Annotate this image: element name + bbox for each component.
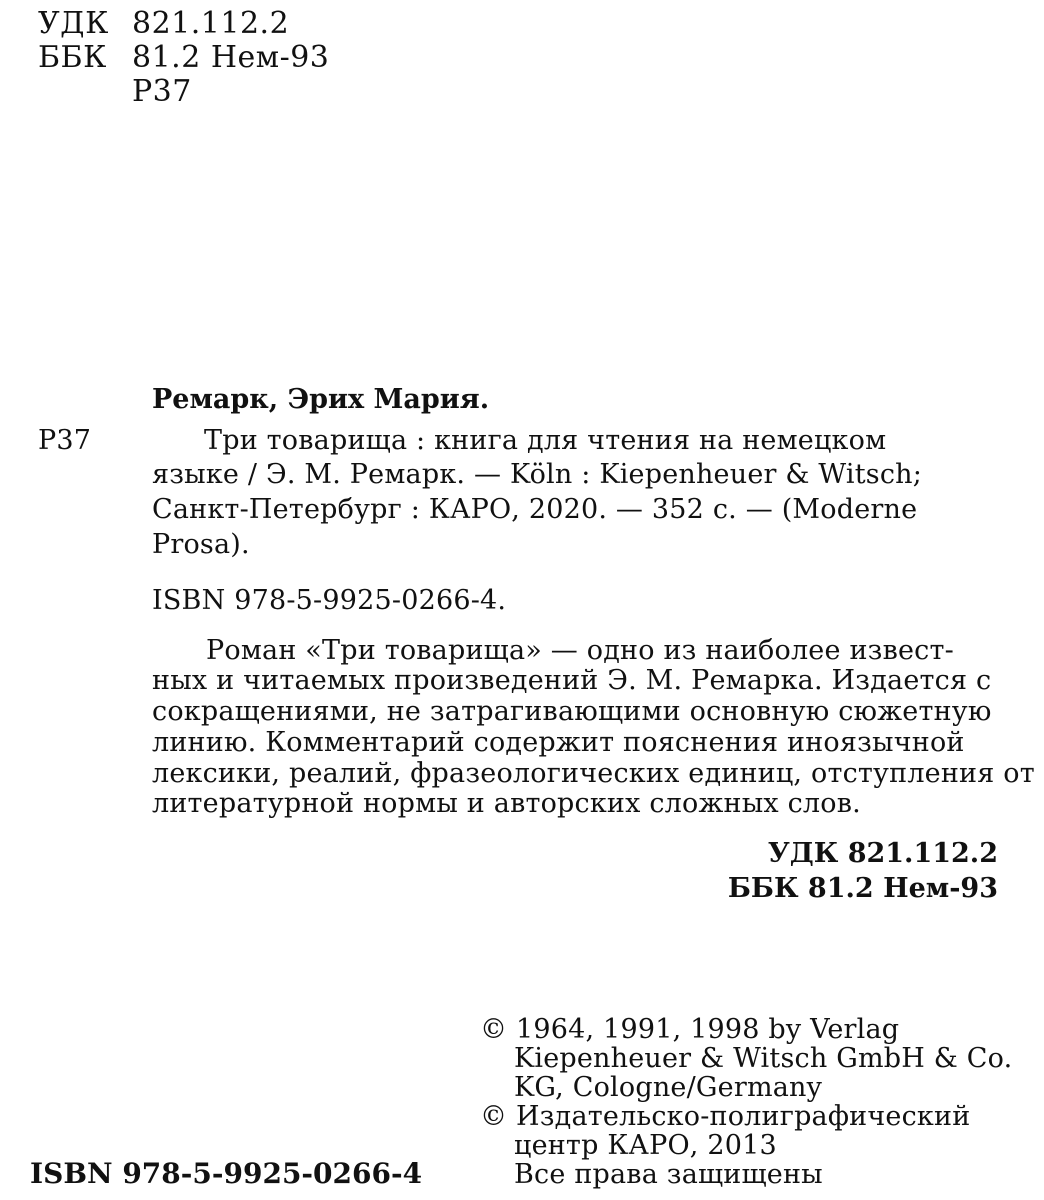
description-line: Санкт-Петербург : КАРО, 2020. — 352 с. — (Moderne <box>152 494 918 525</box>
annotation-line: линию. Комментарий содержит пояснения иноязычной <box>152 727 965 758</box>
isbn-line: ISBN 978-5-9925-0266-4. <box>152 585 507 616</box>
side-mark: Р37 <box>38 425 92 456</box>
annotation-line: сокращениями, не затрагивающими основную сюжетную <box>152 696 992 727</box>
bottom-bbk: ББК 81.2 Нем-93 <box>727 873 998 904</box>
description-line: Prosa). <box>152 529 250 560</box>
copyright-line: © Издательско-полиграфический <box>480 1101 971 1132</box>
bbk-label: ББК <box>38 40 107 75</box>
author-mark-row <box>0 74 1044 110</box>
footer-isbn: ISBN 978-5-9925-0266-4 <box>30 1157 423 1190</box>
annotation-line: ных и читаемых произведений Э. М. Ремарка. Издается с <box>152 665 992 696</box>
udk-value: 821.112.2 <box>132 6 290 41</box>
description-line: Три товарища : книга для чтения на немецком <box>204 425 887 456</box>
bbk-value: 81.2 Нем-93 <box>132 40 330 75</box>
description-line: языке / Э. М. Ремарк. — Köln : Kiepenheuer & Witsch; <box>152 459 923 490</box>
bbk-row <box>0 40 1044 76</box>
copyright-line: центр КАРО, 2013 <box>514 1130 777 1161</box>
udk-label: УДК <box>38 6 109 41</box>
annotation-line: лексики, реалий, фразеологических единиц, отступления от <box>152 758 1035 789</box>
copyright-line: Все права защищены <box>514 1159 823 1190</box>
bottom-udk: УДК 821.112.2 <box>767 838 998 869</box>
author-heading: Ремарк, Эрих Мария. <box>152 384 490 415</box>
annotation-line: Роман «Три товарища» — одно из наиболее извест- <box>206 635 954 666</box>
copyright-line: KG, Cologne/Germany <box>514 1072 823 1103</box>
copyright-line: © 1964, 1991, 1998 by Verlag <box>480 1014 900 1045</box>
udk-row <box>0 6 1044 42</box>
copyright-line: Kiepenheuer & Witsch GmbH & Co. <box>514 1043 1013 1074</box>
author-mark: Р37 <box>132 74 192 109</box>
annotation-line: литературной нормы и авторских сложных слов. <box>152 788 861 819</box>
